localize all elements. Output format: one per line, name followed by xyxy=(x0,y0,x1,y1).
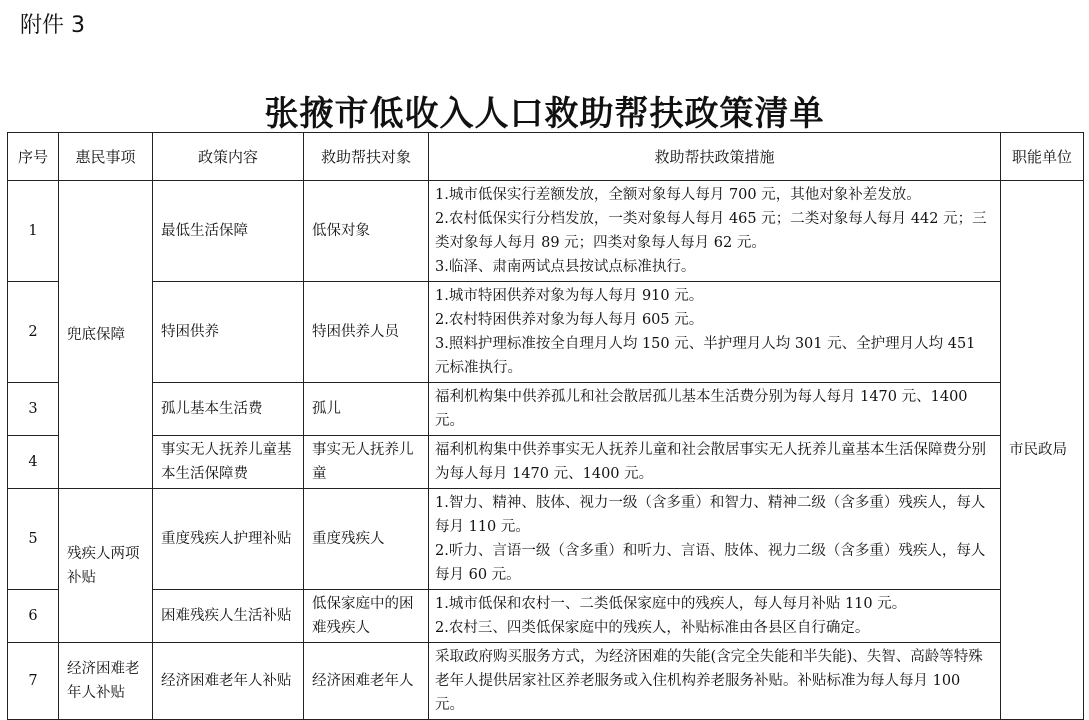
table-row xyxy=(8,181,1084,282)
header-measures: 救助帮扶政策措施 xyxy=(429,133,1001,181)
department-cell: 市民政局 xyxy=(1001,181,1084,720)
row-target: 低保家庭中的困难残疾人 xyxy=(304,590,429,643)
attachment-label: 附件 3 xyxy=(20,13,85,38)
policy-table xyxy=(7,132,1084,720)
table-row xyxy=(8,383,1084,436)
measure-line: 1.城市特困供养对象为每人每月 910 元。 xyxy=(435,288,704,304)
measure-line: 福利机构集中供养事实无人抚养儿童和社会散居事实无人抚养儿童基本生活保障费分别为每人每月 1470 元、1400 元。 xyxy=(435,442,986,482)
row-no: 3 xyxy=(8,383,59,436)
group-cell: 兜底保障 xyxy=(59,181,153,489)
measure-line: 1.城市低保实行差额发放，全额对象每人每月 700 元，其他对象补差发放。 xyxy=(435,187,921,203)
row-target: 经济困难老年人 xyxy=(304,643,429,720)
group-cell: 经济困难老年人补贴 xyxy=(59,643,153,720)
header-item: 惠民事项 xyxy=(59,133,153,181)
row-no: 2 xyxy=(8,282,59,383)
measure-line: 2.农村三、四类低保家庭中的残疾人，补贴标准由各县区自行确定。 xyxy=(435,620,870,636)
row-content: 重度残疾人护理补贴 xyxy=(153,489,304,590)
row-target: 事实无人抚养儿童 xyxy=(304,436,429,489)
row-target: 孤儿 xyxy=(304,383,429,436)
row-measures xyxy=(429,436,1001,489)
row-target: 特困供养人员 xyxy=(304,282,429,383)
measure-line: 1.城市低保和农村一、二类低保家庭中的残疾人，每人每月补贴 110 元。 xyxy=(435,596,907,612)
row-measures xyxy=(429,643,1001,720)
measure-line: 3.临泽、肃南两试点县按试点标准执行。 xyxy=(435,259,696,275)
row-measures xyxy=(429,181,1001,282)
measure-line: 采取政府购买服务方式，为经济困难的失能(含完全失能和半失能)、失智、高龄等特殊老年人提供居家社区养老服务或入住机构养老服务补贴。补贴标准为每人每月 100 元。 xyxy=(435,649,983,713)
measure-line: 福利机构集中供养孤儿和社会散居孤儿基本生活费分别为每人每月 1470 元、1400 元。 xyxy=(435,389,968,429)
row-no: 4 xyxy=(8,436,59,489)
measure-line: 1.智力、精神、肢体、视力一级（含多重）和智力、精神二级（含多重）残疾人，每人每月 110 元。 xyxy=(435,495,986,535)
header-no: 序号 xyxy=(8,133,59,181)
table-header-row xyxy=(8,133,1084,181)
row-no: 7 xyxy=(8,643,59,720)
table-row xyxy=(8,643,1084,720)
row-content: 孤儿基本生活费 xyxy=(153,383,304,436)
measure-line: 2.农村低保实行分档发放，一类对象每人每月 465 元；二类对象每人每月 442 元；三类对象每人每月 89 元；四类对象每人每月 62 元。 xyxy=(435,211,987,251)
document-title: 张掖市低收入人口救助帮扶政策清单 xyxy=(264,94,825,134)
header-target: 救助帮扶对象 xyxy=(304,133,429,181)
row-target: 低保对象 xyxy=(304,181,429,282)
row-content: 特困供养 xyxy=(153,282,304,383)
row-measures xyxy=(429,489,1001,590)
table-row xyxy=(8,590,1084,643)
row-no: 1 xyxy=(8,181,59,282)
row-content: 最低生活保障 xyxy=(153,181,304,282)
header-department: 职能单位 xyxy=(1001,133,1084,181)
header-content: 政策内容 xyxy=(153,133,304,181)
measure-line: 2.农村特困供养对象为每人每月 605 元。 xyxy=(435,312,704,328)
table-row xyxy=(8,489,1084,590)
table-row xyxy=(8,282,1084,383)
row-measures xyxy=(429,383,1001,436)
group-cell: 残疾人两项补贴 xyxy=(59,489,153,643)
row-content: 经济困难老年人补贴 xyxy=(153,643,304,720)
row-measures xyxy=(429,282,1001,383)
row-no: 5 xyxy=(8,489,59,590)
measure-line: 3.照料护理标准按全自理月人均 150 元、半护理月人均 301 元、全护理月人均 451 元标准执行。 xyxy=(435,336,976,376)
row-content: 事实无人抚养儿童基本生活保障费 xyxy=(153,436,304,489)
table-row xyxy=(8,436,1084,489)
row-target: 重度残疾人 xyxy=(304,489,429,590)
row-content: 困难残疾人生活补贴 xyxy=(153,590,304,643)
row-measures xyxy=(429,590,1001,643)
row-no: 6 xyxy=(8,590,59,643)
measure-line: 2.听力、言语一级（含多重）和听力、言语、肢体、视力二级（含多重）残疾人，每人每月 60 元。 xyxy=(435,543,986,583)
